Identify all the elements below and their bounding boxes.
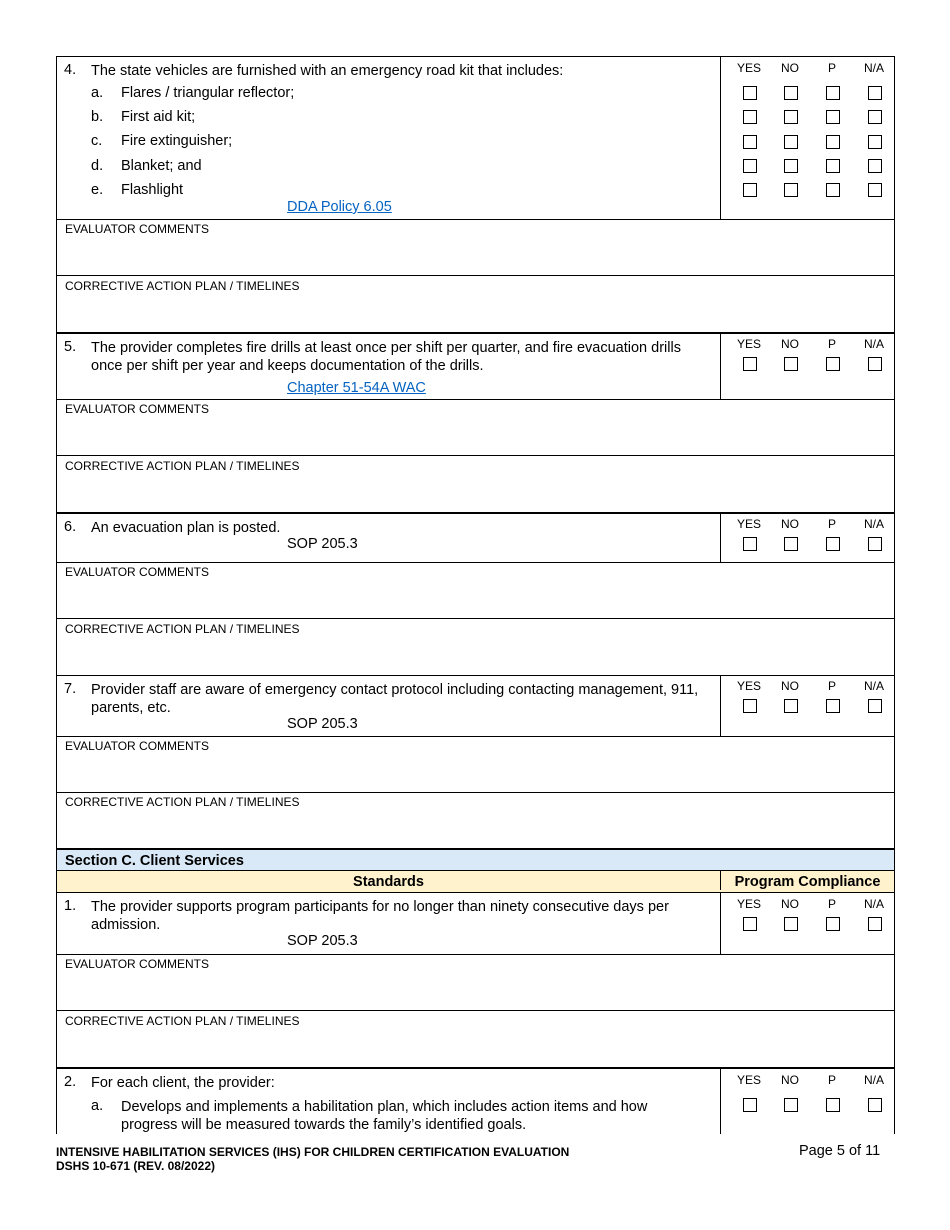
item-text: Provider staff are aware of emergency contact protocol including contacting management, 911, parents, etc.	[91, 682, 699, 716]
checkbox-no[interactable]	[784, 357, 798, 371]
checkbox-p[interactable]	[826, 1098, 840, 1112]
checkbox-p[interactable]	[826, 135, 840, 149]
col-na: N/A	[863, 337, 884, 351]
footer-form-number: DSHS 10-671 (REV. 08/2022)	[56, 1159, 215, 1173]
item-number: 1.	[64, 898, 77, 914]
col-na: N/A	[863, 897, 884, 911]
standard-row-c2	[56, 1068, 895, 1134]
checkbox-na[interactable]	[868, 917, 882, 931]
col-p: P	[827, 679, 836, 693]
col-yes: YES	[736, 517, 761, 531]
corrective-action-plan[interactable]: CORRECTIVE ACTION PLAN / TIMELINES	[56, 276, 895, 333]
checkbox-no[interactable]	[784, 110, 798, 124]
col-yes: YES	[736, 61, 761, 75]
col-no: NO	[781, 61, 799, 75]
item-text: The provider supports program participants for no longer than ninety consecutive days per admission.	[91, 899, 669, 933]
page-number: Page 5 of 11	[799, 1143, 881, 1159]
standard-row-7	[56, 675, 895, 737]
item-text: The provider completes fire drills at least once per shift per quarter, and fire evacuation drills once per shift per year and keeps documentation of the drills.	[91, 340, 681, 374]
standard-row-5	[56, 333, 895, 400]
section-c-header: Section C. Client Services	[56, 849, 895, 871]
standard-row-6	[56, 513, 895, 563]
footer-title: INTENSIVE HABILITATION SERVICES (IHS) FOR CHILDREN CERTIFICATION EVALUATION	[56, 1145, 570, 1159]
checkbox-yes[interactable]	[743, 159, 757, 173]
col-p: P	[827, 1073, 836, 1087]
standard-text-cell	[57, 334, 721, 399]
col-p: P	[827, 337, 836, 351]
item-number: 4.	[64, 62, 77, 78]
col-no: NO	[781, 679, 799, 693]
item-number: 7.	[64, 681, 77, 697]
evaluator-comments[interactable]: EVALUATOR COMMENTS	[56, 954, 895, 1011]
wac-link[interactable]: Chapter 51-54A WAC	[287, 380, 426, 396]
checkbox-na[interactable]	[868, 135, 882, 149]
col-yes: YES	[736, 679, 761, 693]
item-number: 5.	[64, 339, 77, 355]
checkbox-no[interactable]	[784, 183, 798, 197]
col-no: NO	[781, 517, 799, 531]
standard-row-c1	[56, 893, 895, 955]
standard-text-cell	[57, 514, 721, 562]
checkbox-no[interactable]	[784, 537, 798, 551]
col-na: N/A	[863, 1073, 884, 1087]
item-number: 6.	[64, 519, 77, 535]
item-number: 2.	[64, 1074, 77, 1090]
checkbox-p[interactable]	[826, 110, 840, 124]
standard-row-4	[56, 56, 895, 220]
checkbox-p[interactable]	[826, 537, 840, 551]
col-na: N/A	[863, 679, 884, 693]
checkbox-p[interactable]	[826, 183, 840, 197]
col-p: P	[827, 517, 836, 531]
checkbox-no[interactable]	[784, 917, 798, 931]
checkbox-yes[interactable]	[743, 699, 757, 713]
checkbox-na[interactable]	[868, 1098, 882, 1112]
evaluator-comments[interactable]: EVALUATOR COMMENTS	[56, 562, 895, 619]
col-no: NO	[781, 1073, 799, 1087]
standard-text-cell	[57, 893, 721, 954]
item-text: An evacuation plan is posted.	[91, 520, 281, 536]
checkbox-yes[interactable]	[743, 110, 757, 124]
checkbox-na[interactable]	[868, 159, 882, 173]
evaluator-comments[interactable]: EVALUATOR COMMENTS	[56, 219, 895, 276]
col-yes: YES	[736, 1073, 761, 1087]
checkbox-no[interactable]	[784, 699, 798, 713]
checkbox-no[interactable]	[784, 86, 798, 100]
corrective-action-plan[interactable]: CORRECTIVE ACTION PLAN / TIMELINES	[56, 619, 895, 676]
sop-reference: SOP 205.3	[287, 536, 358, 552]
checkbox-no[interactable]	[784, 159, 798, 173]
corrective-action-plan[interactable]: CORRECTIVE ACTION PLAN / TIMELINES	[56, 1011, 895, 1068]
checkbox-yes[interactable]	[743, 537, 757, 551]
checkbox-p[interactable]	[826, 699, 840, 713]
sub-item-text: Develops and implements a habilitation plan, which includes action items and how progress will be measured towards the family’s identified goals.	[121, 1099, 648, 1133]
col-p: P	[827, 61, 836, 75]
checkbox-na[interactable]	[868, 357, 882, 371]
checkbox-na[interactable]	[868, 183, 882, 197]
policy-link[interactable]: DDA Policy 6.05	[287, 199, 392, 215]
checkbox-na[interactable]	[868, 110, 882, 124]
sop-reference: SOP 205.3	[287, 716, 358, 732]
checkbox-yes[interactable]	[743, 86, 757, 100]
col-no: NO	[781, 337, 799, 351]
sub-item-letter: a.	[91, 1098, 104, 1114]
checkbox-na[interactable]	[868, 537, 882, 551]
table-header	[56, 871, 895, 893]
sop-reference: SOP 205.3	[287, 933, 358, 949]
standard-text-cell	[57, 676, 721, 736]
evaluator-comments[interactable]: EVALUATOR COMMENTS	[56, 736, 895, 793]
checkbox-p[interactable]	[826, 357, 840, 371]
corrective-action-plan[interactable]: CORRECTIVE ACTION PLAN / TIMELINES	[56, 792, 895, 849]
checkbox-yes[interactable]	[743, 917, 757, 931]
col-p: P	[827, 897, 836, 911]
col-na: N/A	[863, 517, 884, 531]
standard-text-cell	[57, 1069, 721, 1134]
checkbox-p[interactable]	[826, 159, 840, 173]
checkbox-na[interactable]	[868, 86, 882, 100]
corrective-action-plan[interactable]: CORRECTIVE ACTION PLAN / TIMELINES	[56, 456, 895, 513]
checkbox-no[interactable]	[784, 135, 798, 149]
checkbox-no[interactable]	[784, 1098, 798, 1112]
evaluator-comments[interactable]: EVALUATOR COMMENTS	[56, 399, 895, 456]
checkbox-yes[interactable]	[743, 183, 757, 197]
checkbox-na[interactable]	[868, 699, 882, 713]
checkbox-yes[interactable]	[743, 1098, 757, 1112]
standard-text-cell: 4. The state vehicles are furnished with an emergency road kit that includes: a. Flares / triangular reflector; b. First aid kit; c. Fire extinguisher; d. Blanket; and e. Flashlight DDA Policy 6.05	[57, 57, 721, 219]
item-text: For each client, the provider:	[91, 1075, 275, 1091]
col-na: N/A	[863, 61, 884, 75]
col-no: NO	[781, 897, 799, 911]
standards-header: Standards	[57, 871, 721, 890]
program-compliance-header: Program Compliance	[734, 874, 881, 890]
checkbox-yes[interactable]	[743, 357, 757, 371]
item-text: The state vehicles are furnished with an emergency road kit that includes:	[91, 63, 564, 79]
col-yes: YES	[736, 897, 761, 911]
checkbox-p[interactable]	[826, 86, 840, 100]
col-yes: YES	[736, 337, 761, 351]
checkbox-yes[interactable]	[743, 135, 757, 149]
checkbox-p[interactable]	[826, 917, 840, 931]
